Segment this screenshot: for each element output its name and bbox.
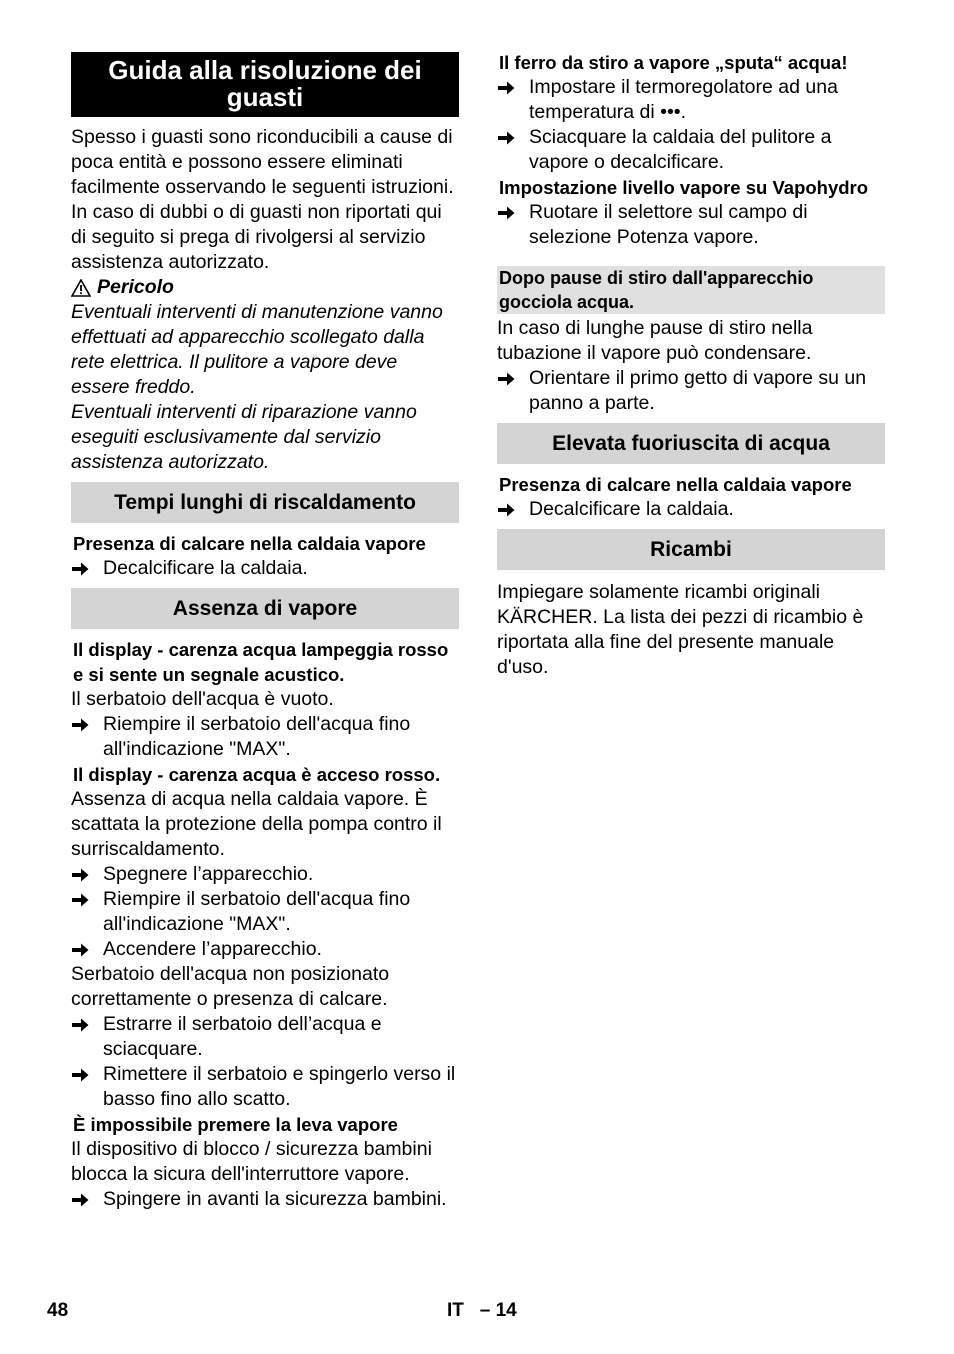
intro-paragraph: Spesso i guasti sono riconducibili a cause di poca entità e possono essere eliminati facilmente osservando le seguenti istruzioni. In caso di dubbi o di guasti non riportati qui di seguito si prega di rivolgersi al servizio assistenza autorizzato. bbox=[71, 126, 454, 273]
step-item bbox=[71, 862, 459, 887]
arrow-right-icon bbox=[71, 556, 103, 581]
cause-text: Serbatoio dell'acqua non posizionato correttamente o presenza di calcare. bbox=[71, 963, 390, 1010]
step-text: Riempire il serbatoio dell'acqua fino all'indicazione "MAX". bbox=[103, 888, 411, 935]
cause-text: Il serbatoio dell'acqua è vuoto. bbox=[71, 688, 334, 710]
step-text: Decalcificare la caldaia. bbox=[529, 498, 734, 520]
arrow-right-icon bbox=[71, 1062, 103, 1112]
cause-text: Assenza di acqua nella caldaia vapore. È scattata la protezione della pompa contro il surriscaldamento. bbox=[71, 788, 442, 860]
section-heading-heating: Tempi lunghi di riscaldamento bbox=[71, 482, 459, 523]
arrow-right-icon bbox=[71, 712, 103, 762]
step-text: Spingere in avanti la sicurezza bambini. bbox=[103, 1188, 447, 1210]
step-item bbox=[497, 125, 885, 175]
cause-text: In caso di lunghe pause di stiro nella tubazione il vapore può condensare. bbox=[497, 317, 813, 364]
subsection-heading-dripping: Dopo pause di stiro dall'apparecchio gocciola acqua. bbox=[497, 266, 885, 314]
arrow-right-icon bbox=[497, 497, 529, 522]
section-heading-water-leak: Elevata fuoriuscita di acqua bbox=[497, 423, 885, 464]
language-page-indicator: IT – 14 bbox=[447, 1300, 517, 1321]
step-item bbox=[497, 366, 885, 416]
problem-heading: Il display - carenza acqua lampeggia rosso e si sente un segnale acustico. bbox=[73, 639, 449, 685]
warning-triangle-icon bbox=[71, 279, 91, 297]
step-item bbox=[71, 1187, 459, 1212]
danger-text: Eventuali interventi di manutenzione vanno effettuati ad apparecchio scollegato dalla rete elettrica. Il pulitore a vapore deve essere freddo. bbox=[71, 301, 443, 398]
step-text: Impostare il termoregolatore ad una temperatura di •••. bbox=[529, 76, 838, 123]
step-item bbox=[71, 887, 459, 937]
arrow-right-icon bbox=[497, 125, 529, 175]
step-text: Rimettere il serbatoio e spingerlo verso il basso fino allo scatto. bbox=[103, 1063, 456, 1110]
step-text: Ruotare il selettore sul campo di selezione Potenza vapore. bbox=[529, 201, 808, 248]
step-item bbox=[71, 1012, 459, 1062]
step-item bbox=[71, 556, 459, 581]
arrow-right-icon bbox=[497, 366, 529, 416]
arrow-right-icon bbox=[71, 1012, 103, 1062]
cause-text: Il dispositivo di blocco / sicurezza bambini blocca la sicura dell'interruttore vapore. bbox=[71, 1138, 432, 1185]
step-text: Orientare il primo getto di vapore su un panno a parte. bbox=[529, 367, 867, 414]
problem-heading: Presenza di calcare nella caldaia vapore bbox=[499, 474, 852, 495]
arrow-right-icon bbox=[71, 862, 103, 887]
step-item bbox=[497, 75, 885, 125]
problem-heading: È impossibile premere la leva vapore bbox=[73, 1114, 398, 1135]
step-item bbox=[497, 497, 885, 522]
left-column bbox=[71, 52, 459, 1212]
arrow-right-icon bbox=[497, 75, 529, 125]
step-item bbox=[497, 200, 885, 250]
danger-label: Pericolo bbox=[97, 276, 174, 298]
step-item bbox=[71, 937, 459, 962]
right-column bbox=[497, 52, 885, 680]
page-number: 48 bbox=[47, 1300, 69, 1321]
step-text: Accendere l’apparecchio. bbox=[103, 938, 322, 960]
spare-parts-text: Impiegare solamente ricambi originali KÄRCHER. La lista dei pezzi di ricambio è riportata alla fine del presente manuale d'uso. bbox=[497, 581, 864, 678]
danger-heading bbox=[71, 275, 459, 300]
section-heading-no-steam: Assenza di vapore bbox=[71, 588, 459, 629]
step-item bbox=[71, 1062, 459, 1112]
section-heading-spare-parts: Ricambi bbox=[497, 529, 885, 570]
page-title: Guida alla risoluzione dei guasti bbox=[71, 52, 459, 117]
step-text: Sciacquare la caldaia del pulitore a vapore o decalcificare. bbox=[529, 126, 832, 173]
arrow-right-icon bbox=[71, 887, 103, 937]
arrow-right-icon bbox=[71, 1187, 103, 1212]
step-text: Estrarre il serbatoio dell’acqua e sciacquare. bbox=[103, 1013, 382, 1060]
step-text: Riempire il serbatoio dell'acqua fino all'indicazione "MAX". bbox=[103, 713, 411, 760]
arrow-right-icon bbox=[497, 200, 529, 250]
problem-heading: Impostazione livello vapore su Vapohydro bbox=[499, 177, 869, 198]
problem-heading: Il display - carenza acqua è acceso rosso. bbox=[73, 764, 441, 785]
problem-heading: Il ferro da stiro a vapore „sputa“ acqua! bbox=[499, 52, 848, 73]
danger-text: Eventuali interventi di riparazione vanno eseguiti esclusivamente dal servizio assistenza autorizzato. bbox=[71, 401, 417, 473]
step-item bbox=[71, 712, 459, 762]
problem-heading: Presenza di calcare nella caldaia vapore bbox=[73, 533, 426, 554]
arrow-right-icon bbox=[71, 937, 103, 962]
step-text: Spegnere l’apparecchio. bbox=[103, 863, 314, 885]
step-text: Decalcificare la caldaia. bbox=[103, 557, 308, 579]
